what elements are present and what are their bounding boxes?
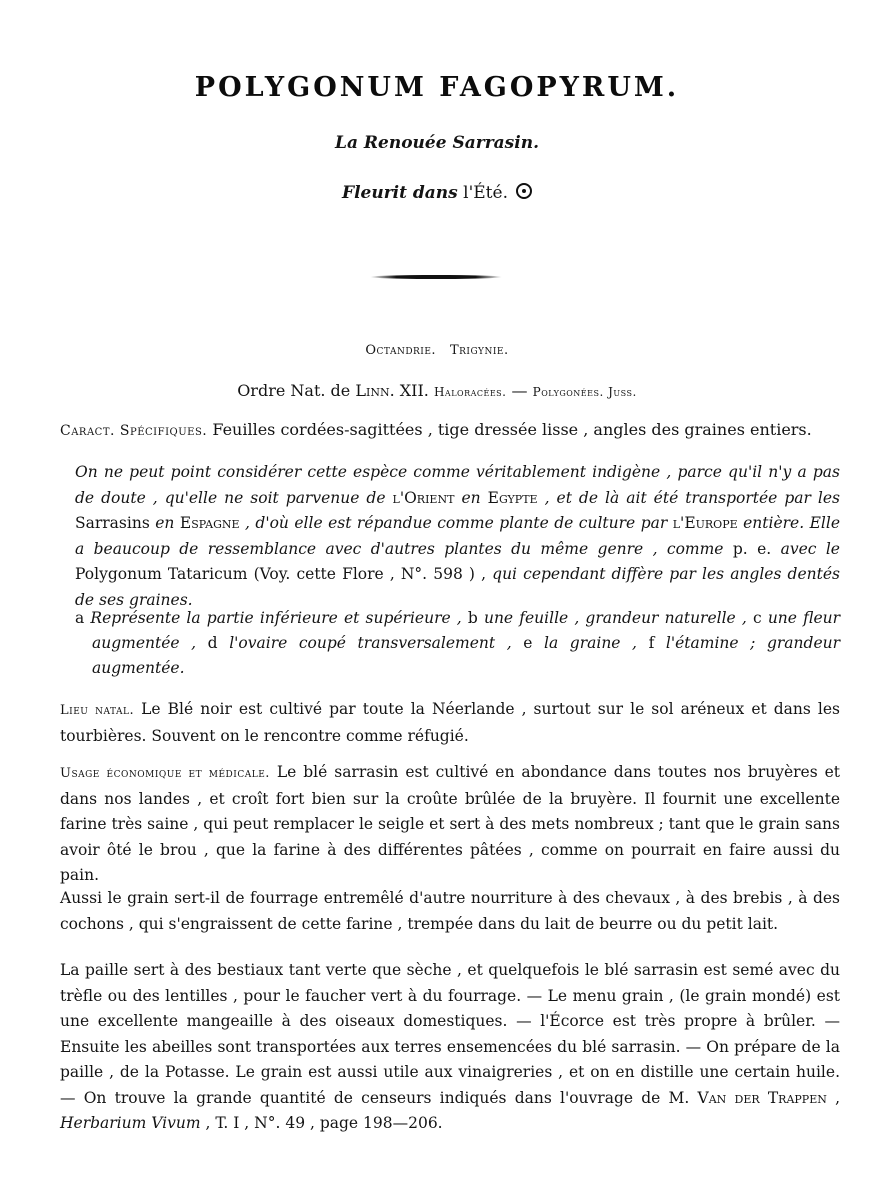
fig-d-text: l'ovaire coupé transversalement , — [229, 634, 512, 652]
note-text-6: entière. Elle a beaucoup de ressemblance avec d'autres plantes du même genre , comme — [75, 514, 841, 558]
fodder-text: Aussi le grain sert-il de fourrage entremêlé d'autre nourriture à des chevaux , à des brebis , à des cochons , qui s'engraissent de cette farine , trempée dans du lait de beurre ou du petit lait. — [60, 889, 840, 933]
habitat-paragraph — [60, 697, 840, 749]
straw-sep: , — [826, 1088, 841, 1107]
note-egypte: Egypte — [487, 488, 538, 507]
linn-abbrev: Linn. — [355, 381, 395, 400]
order-name: Trigynie. — [449, 343, 509, 358]
linnaean-class — [0, 343, 874, 358]
habitat-label: Lieu natal. — [60, 703, 135, 718]
annual-symbol-icon — [516, 183, 532, 199]
origin-note — [75, 460, 840, 613]
author-name: M. Van der Trappen — [668, 1088, 827, 1107]
note-orient: l'Orient — [392, 488, 455, 507]
note-text-1: On ne peut point considérer cette espèce comme véritablement indigène , parce qu'il n'y a pas de doute , qu'elle ne soit parvenue de — [75, 463, 840, 507]
straw-paragraph — [60, 958, 840, 1137]
caract-label: Caract. Spécifiques. — [60, 423, 208, 439]
specific-characteristics — [60, 420, 850, 439]
family-polygonees: Polygonées. — [532, 385, 604, 399]
note-europe: l'Europe — [672, 514, 738, 532]
fig-a-text: Représente la partie inférieure et supérieure , — [90, 609, 462, 627]
note-text-5: , d'où elle est répandue comme plante de culture par — [239, 514, 673, 532]
class-name: Octandrie. — [365, 343, 437, 358]
common-name: La Renouée Sarrasin. — [335, 133, 539, 153]
figure-legend — [75, 606, 840, 681]
work-title: Herbarium Vivum — [60, 1114, 201, 1132]
fig-e-letter: e — [511, 634, 544, 652]
order-dash: — — [506, 381, 533, 400]
fig-e-text: la graine , — [544, 634, 637, 652]
work-reference: , T. I , N°. 49 , page 198—206. — [200, 1114, 443, 1132]
note-text-8: qui cependant diffère par les angles dentés de ses graines. — [75, 565, 840, 609]
note-pe: p. e. — [732, 539, 772, 558]
decorative-rule — [370, 275, 502, 279]
usage-paragraph — [60, 760, 840, 889]
note-espagne: Espagne — [179, 514, 240, 532]
note-text-7: avec le — [771, 539, 840, 558]
fodder-paragraph — [60, 886, 840, 937]
fig-c-letter: c — [746, 609, 768, 627]
order-prefix: Ordre Nat. de — [237, 381, 356, 400]
bloom-season-text: l'Été. — [457, 183, 508, 203]
juss-abbrev: Juss. — [603, 385, 637, 399]
habitat-text: Le Blé noir est cultivé par toute la Néerlande , surtout sur le sol aréneux et dans les tourbières. Souvent on le rencontre comme réfugié. — [60, 700, 840, 745]
fig-d-letter: d — [196, 634, 230, 652]
fig-b-text: une feuille , grandeur naturelle , — [483, 609, 747, 627]
straw-text: La paille sert à des bestiaux tant verte que sèche , et quelquefois le blé sarrasin est semé avec du trèfle ou des lentilles , pour le faucher vert à du fourrage. — Le menu grain , (le grain mondé) est une excellente mangeaille à des oiseaux domestiques. — l'Écorce est très propre à brûler. — Ensuite les abeilles sont transportées aux terres ensemencées du blé sarrasin. — On prépare de la paille , de la Potasse. Le grain est aussi utile aux vinaigreries , et on en distille une certain huile. — On trouve la grande quantité de censeurs indiqués dans l'ouvrage de — [60, 961, 840, 1107]
note-text-3: , et de là ait été transportée par les — [537, 488, 840, 507]
family-haloracees: Haloracées. — [433, 385, 507, 399]
usage-text: Le blé sarrasin est cultivé en abondance dans toutes nos bruyères et dans nos landes , et croît fort bien sur la croûte brûlée de la bruyère. Il fournit une excellente farine très saine , qui peut remplacer le seigle et sert à des mets nombreux ; tant que le grain sans avoir ôté le brou , que la farine à des différentes pâtées , comme on pourrait en faire aussi du pain. — [60, 763, 840, 884]
fig-f-letter: f — [636, 634, 666, 652]
note-text-4: en — [149, 514, 180, 532]
note-sarrasins: Sarrasins — [75, 514, 150, 532]
fig-b-letter: b — [461, 609, 484, 627]
bloom-season — [0, 183, 874, 203]
linn-number: XII. — [394, 381, 434, 400]
natural-order — [0, 381, 874, 400]
caract-text: Feuilles cordées-sagittées , tige dressée lisse , angles des graines entiers. — [207, 420, 812, 439]
note-tataricum: Polygonum Tataricum (Voy. cette Flore , N°. 598 ) , — [75, 565, 487, 583]
fig-a-letter: a — [75, 609, 91, 627]
usage-label: Usage économique et médicale. — [60, 766, 270, 781]
page-title: POLYGONUM FAGOPYRUM. — [194, 72, 680, 103]
bloom-italic-text: Fleurit dans — [342, 183, 458, 203]
note-text-2: en — [454, 488, 488, 507]
fig-f-text: l'étamine ; grandeur augmentée. — [92, 634, 841, 677]
fig-c-text: une fleur augmentée , — [92, 609, 841, 652]
